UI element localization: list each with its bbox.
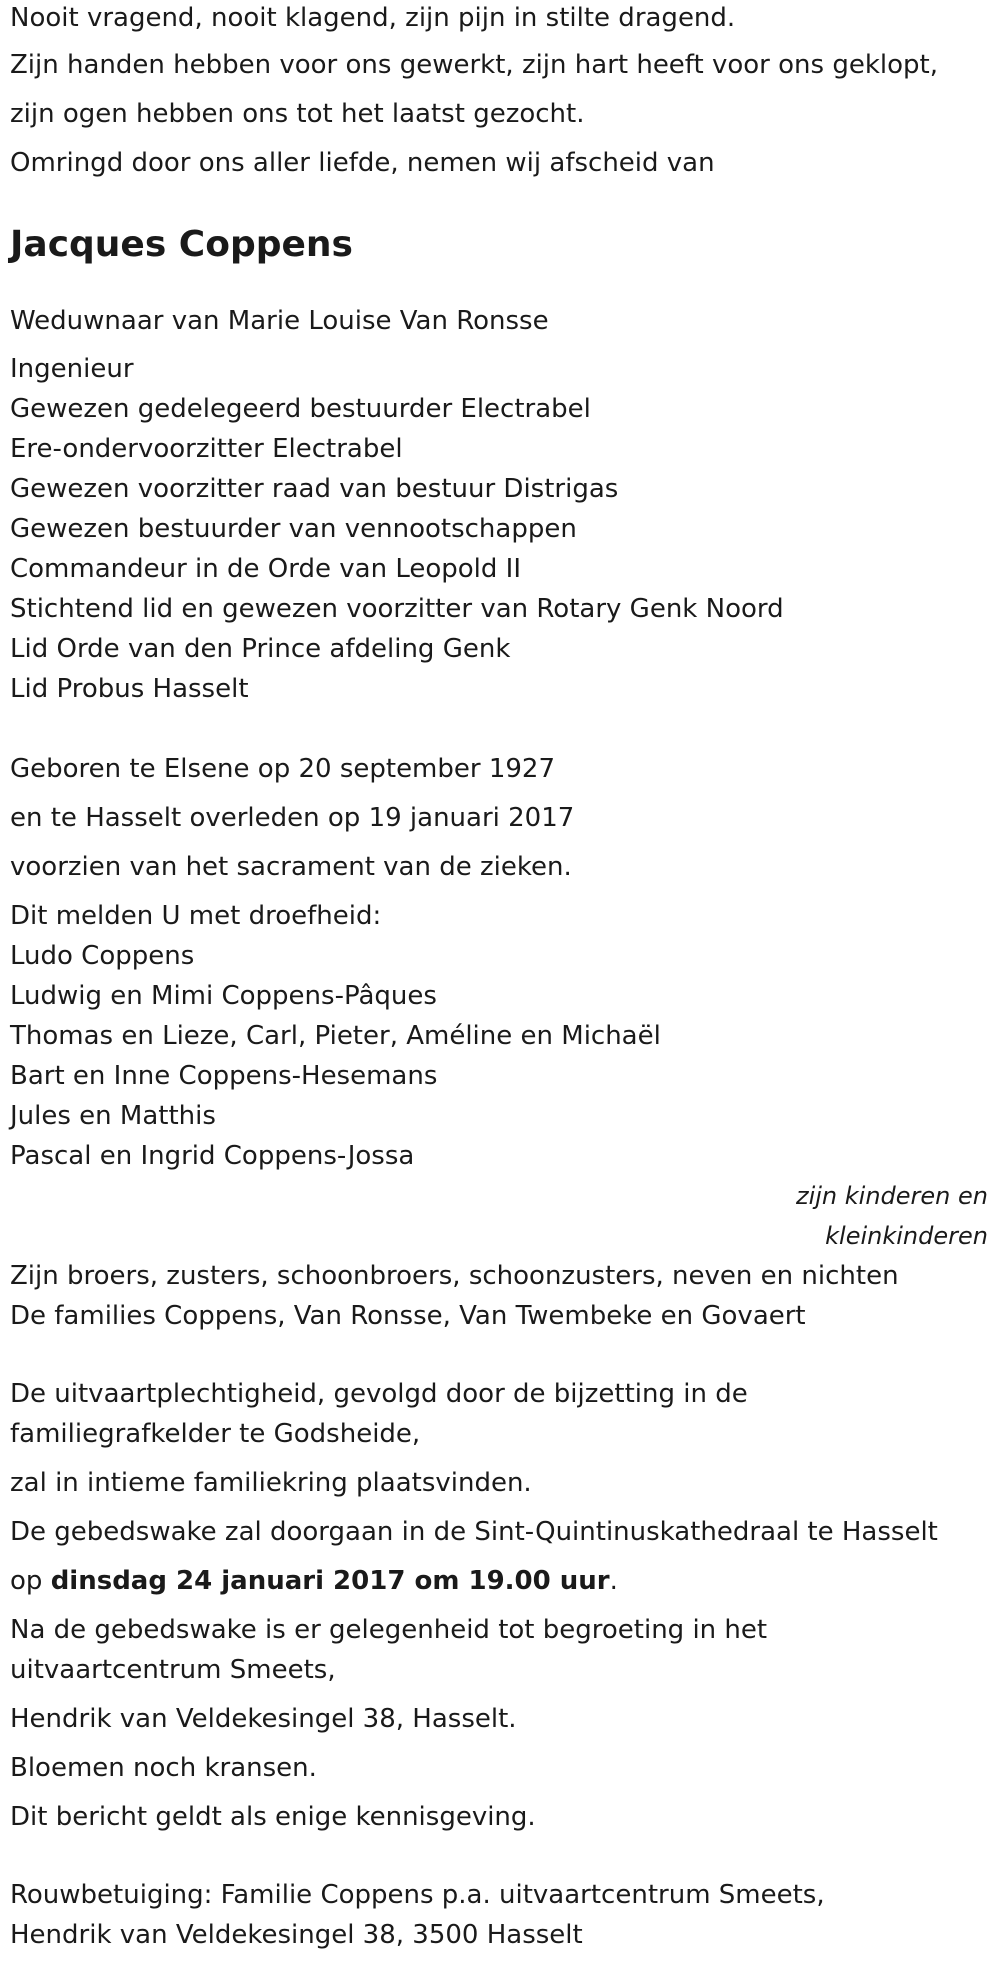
- title-item: Gewezen voorzitter raad van bestuur Distrigas: [10, 474, 619, 504]
- relatives-line: Zijn broers, zusters, schoonbroers, schoonzusters, neven en nichten: [10, 1261, 899, 1291]
- death-line: en te Hasselt overleden op 19 januari 2017: [10, 803, 575, 833]
- wake-suffix: .: [609, 1566, 618, 1596]
- relatives-line: De families Coppens, Van Ronsse, Van Twembeke en Govaert: [10, 1301, 806, 1331]
- wake-line: [10, 1561, 990, 1601]
- wake-prefix: op: [10, 1566, 51, 1596]
- ceremony-address: Hendrik van Veldekesingel 38, Hasselt.: [10, 1704, 517, 1734]
- titles-list: [10, 349, 990, 709]
- intro-line: zijn ogen hebben ons tot het laatst gezocht.: [10, 99, 585, 129]
- sacrament-line: voorzien van het sacrament van de zieken.: [10, 852, 572, 882]
- ceremony-line: uitvaartcentrum Smeets,: [10, 1655, 336, 1685]
- family-member: Jules en Matthis: [10, 1101, 216, 1131]
- intro-line: Omringd door ons aller liefde, nemen wij afscheid van: [10, 148, 715, 178]
- family-section: [10, 896, 990, 1336]
- ceremony-section: [10, 1374, 990, 1837]
- family-member: Ludwig en Mimi Coppens-Pâques: [10, 981, 437, 1011]
- condolences-line: Hendrik van Veldekesingel 38, 3500 Hasselt: [10, 1920, 583, 1950]
- intro-line: Nooit vragend, nooit klagend, zijn pijn in stilte dragend.: [10, 3, 736, 33]
- family-note-line: kleinkinderen: [825, 1222, 988, 1250]
- intro-section: [10, 0, 990, 183]
- title-item: Ere-ondervoorzitter Electrabel: [10, 434, 403, 464]
- family-member: Thomas en Lieze, Carl, Pieter, Améline en Michaël: [10, 1021, 661, 1051]
- ceremony-line: De uitvaartplechtigheid, gevolgd door de bijzetting in de: [10, 1379, 748, 1409]
- title-item: Lid Probus Hasselt: [10, 674, 249, 704]
- ceremony-line: familiegrafkelder te Godsheide,: [10, 1419, 421, 1449]
- ceremony-line: Na de gebedswake is er gelegenheid tot begroeting in het: [10, 1615, 768, 1645]
- family-note-line: zijn kinderen en: [796, 1182, 988, 1210]
- family-note: [10, 1176, 990, 1256]
- intro-line: Zijn handen hebben voor ons gewerkt, zijn hart heeft voor ons geklopt,: [10, 50, 938, 80]
- obituary-text: [10, 0, 990, 1955]
- condolences-line: Rouwbetuiging: Familie Coppens p.a. uitvaartcentrum Smeets,: [10, 1880, 825, 1910]
- title-item: Commandeur in de Orde van Leopold II: [10, 554, 521, 584]
- life-dates: [10, 749, 990, 887]
- deceased-name: Jacques Coppens: [10, 224, 353, 265]
- condolences-section: [10, 1875, 990, 1955]
- title-item: Gewezen gedelegeerd bestuurder Electrabel: [10, 394, 591, 424]
- title-item: Stichtend lid en gewezen voorzitter van Rotary Genk Noord: [10, 594, 784, 624]
- title-item: Ingenieur: [10, 354, 134, 384]
- ceremony-line: zal in intieme familiekring plaatsvinden.: [10, 1468, 532, 1498]
- announcers-intro: Dit melden U met droefheid:: [10, 901, 382, 931]
- title-item: Gewezen bestuurder van vennootschappen: [10, 514, 577, 544]
- family-member: Bart en Inne Coppens-Hesemans: [10, 1061, 438, 1091]
- birth-line: Geboren te Elsene op 20 september 1927: [10, 754, 556, 784]
- title-item: Lid Orde van den Prince afdeling Genk: [10, 634, 511, 664]
- family-member: Ludo Coppens: [10, 941, 195, 971]
- ceremony-line: Dit bericht geldt als enige kennisgeving.: [10, 1802, 536, 1832]
- family-member: Pascal en Ingrid Coppens-Jossa: [10, 1141, 415, 1171]
- wake-datetime: dinsdag 24 januari 2017 om 19.00 uur: [50, 1566, 610, 1596]
- spouse-line: Weduwnaar van Marie Louise Van Ronsse: [10, 306, 549, 336]
- ceremony-line: Bloemen noch kransen.: [10, 1753, 317, 1783]
- ceremony-line: De gebedswake zal doorgaan in de Sint-Quintinuskathedraal te Hasselt: [10, 1517, 938, 1547]
